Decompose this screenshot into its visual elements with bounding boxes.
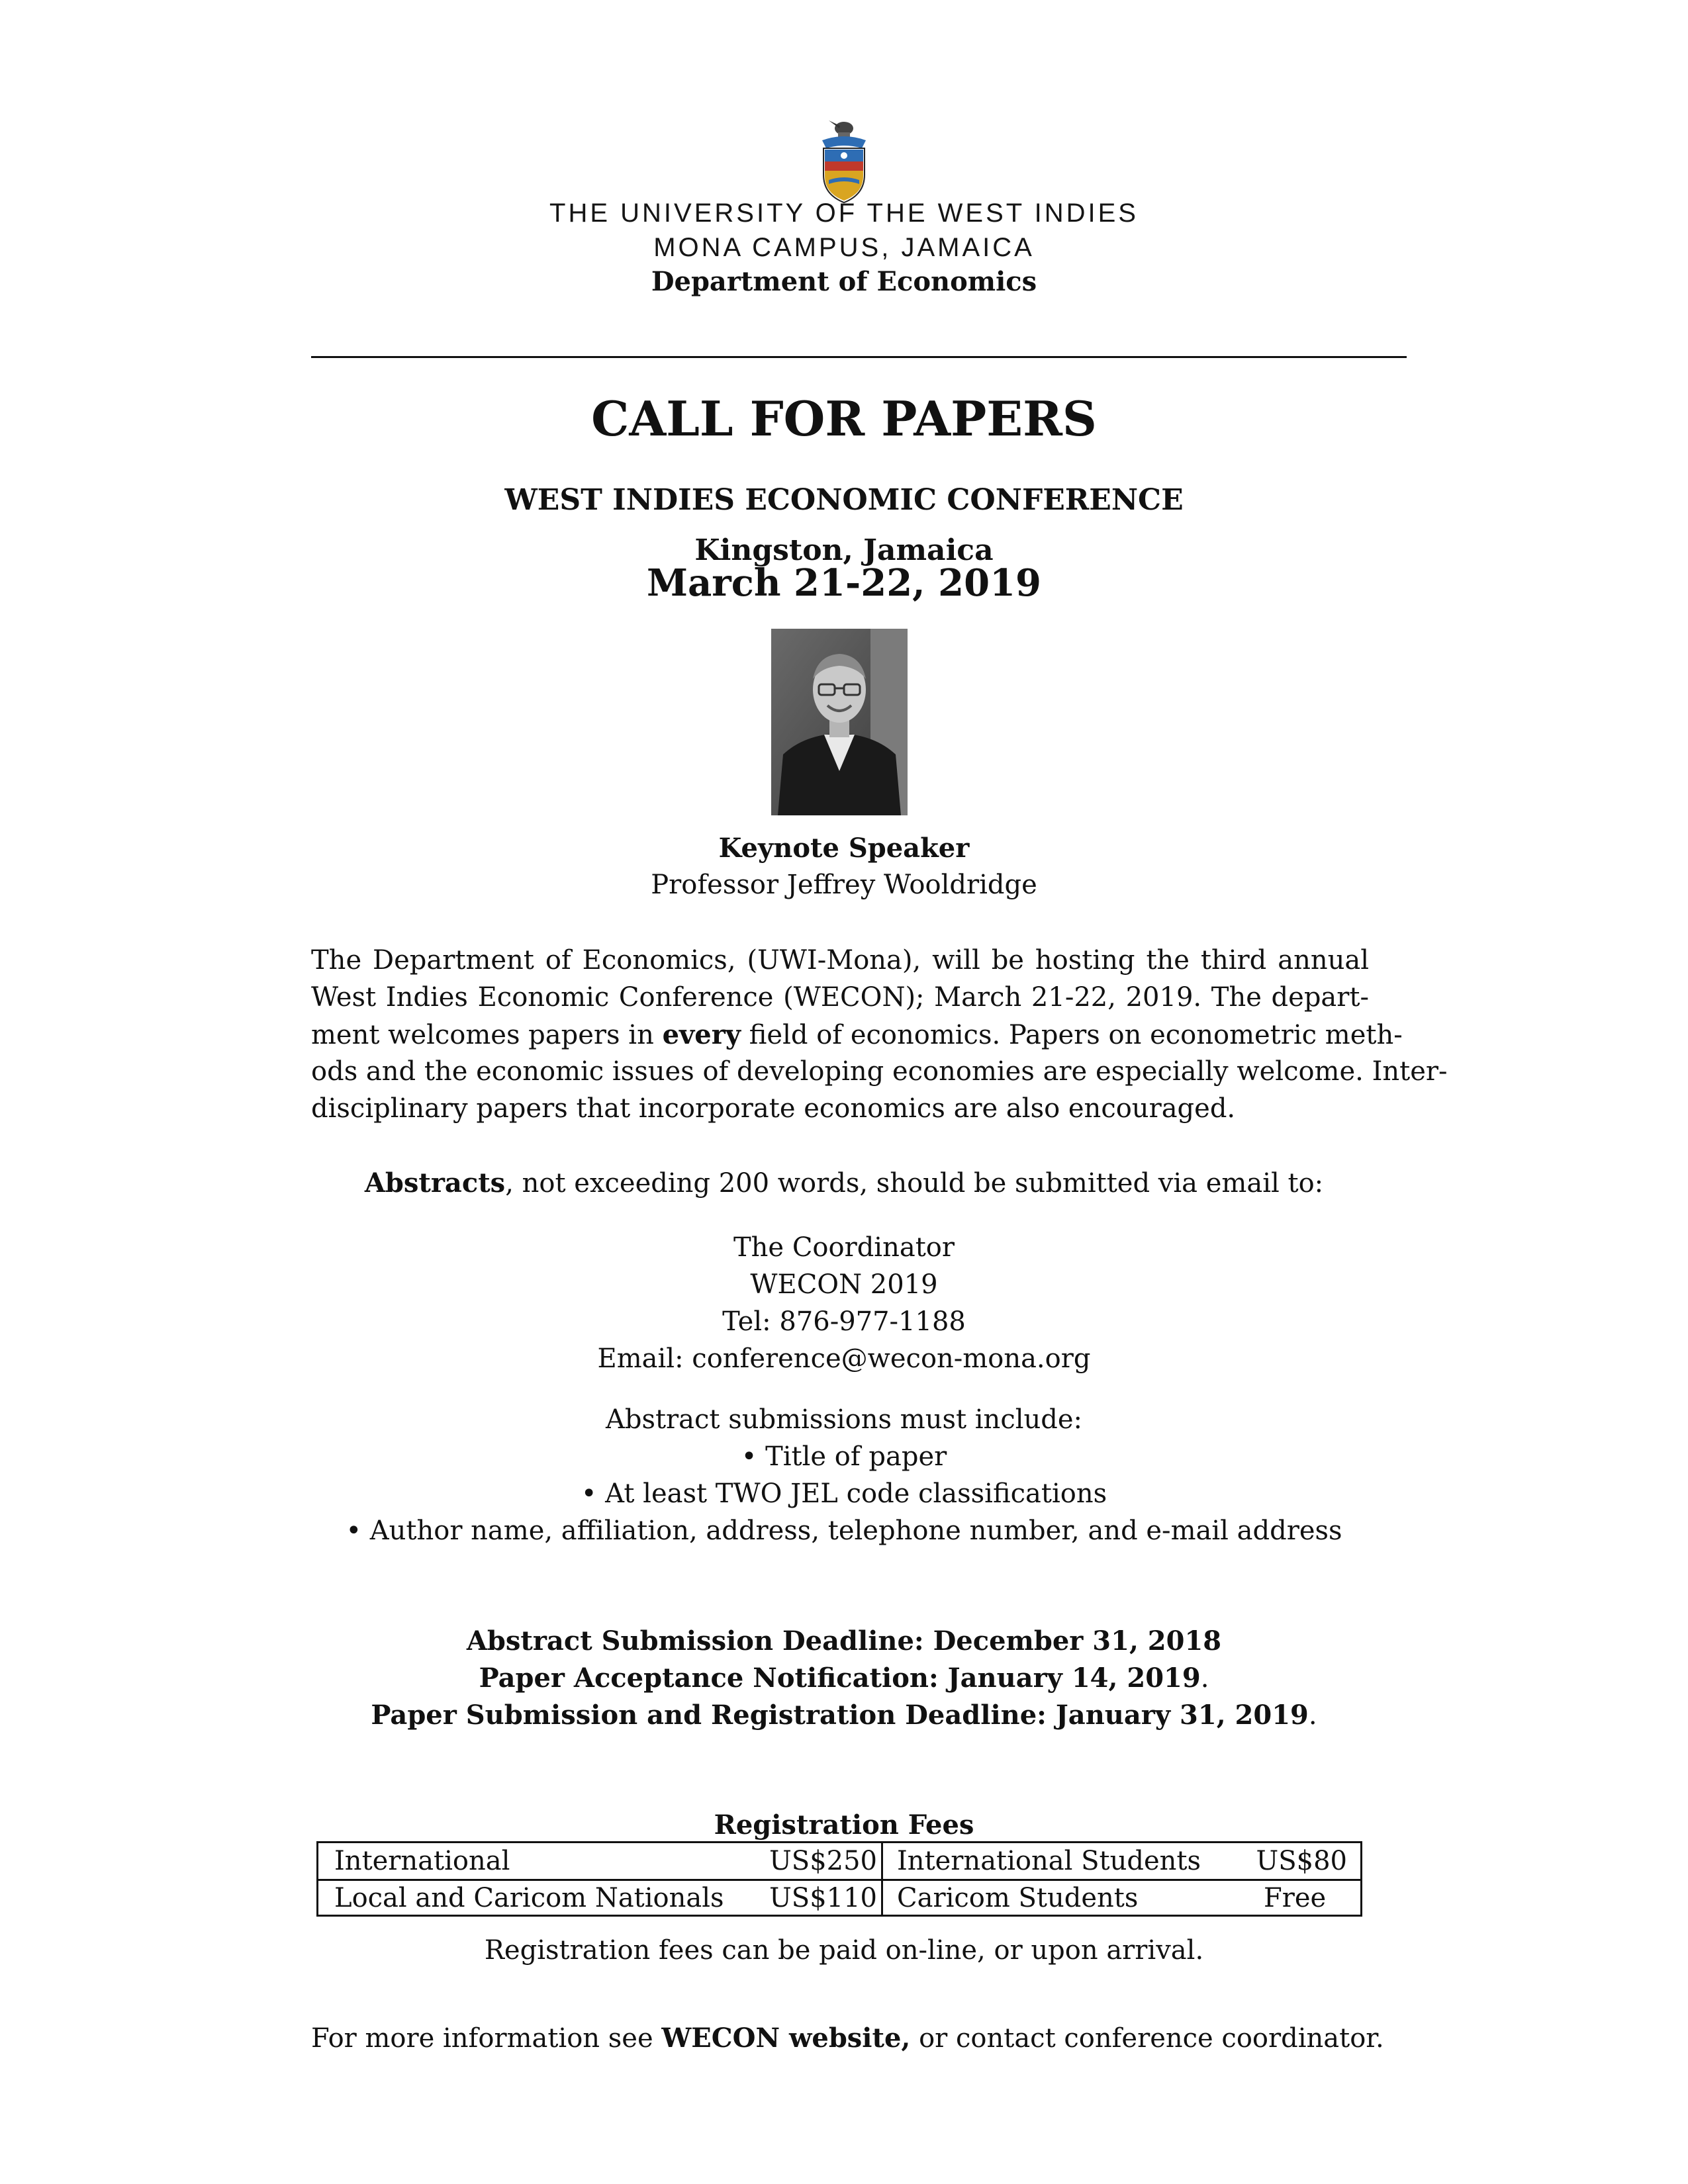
header-divider (311, 356, 1407, 358)
requirement-text: Author name, affiliation, address, telephone number, and e-mail address (369, 1516, 1342, 1546)
fee-amount: US$250 (769, 1846, 877, 1876)
fees-table (316, 1841, 1362, 1917)
requirements-heading: Abstract submissions must include: (605, 1404, 1083, 1435)
requirement-text: Title of paper (765, 1441, 947, 1472)
paper-deadline-period: . (1308, 1700, 1317, 1731)
table-row-divider (318, 1879, 1360, 1881)
keynote-heading: Keynote Speaker (718, 833, 970, 864)
requirement-item (0, 1479, 1688, 1509)
fees-note: Registration fees can be paid on-line, or upon arrival. (484, 1935, 1204, 1966)
fee-amount: Free (1264, 1883, 1327, 1913)
intro-line-3-start: ment welcomes papers in (311, 1020, 654, 1050)
intro-line-1: The Department of Economics, (UWI-Mona), will be hosting the third annual (311, 945, 1369, 976)
fee-category: Local and Caricom Nationals (334, 1883, 724, 1913)
abstracts-instruction (0, 1167, 1688, 1199)
conference-dates: March 21-22, 2019 (646, 561, 1042, 605)
abstracts-text: , not exceeding 200 words, should be submitted via email to: (505, 1168, 1324, 1199)
bullet-icon: • (346, 1516, 362, 1546)
fee-category: Caricom Students (897, 1883, 1139, 1913)
department-name: Department of Economics (651, 266, 1037, 297)
paper-deadline (0, 1700, 1688, 1731)
keynote-speaker-name: Professor Jeffrey Wooldridge (651, 870, 1037, 900)
fee-category: International Students (897, 1846, 1201, 1876)
requirement-text: At least TWO JEL code classifications (605, 1479, 1107, 1509)
university-crest-icon (809, 114, 879, 205)
footer-text-end: or contact conference coordinator. (919, 2023, 1384, 2054)
university-name: THE UNIVERSITY OF THE WEST INDIES (549, 199, 1139, 228)
wecon-website-link[interactable]: WECON website, (661, 2023, 911, 2054)
page-title: CALL FOR PAPERS (591, 390, 1097, 447)
contact-email[interactable]: Email: conference@wecon-mona.org (597, 1343, 1091, 1374)
contact-name: The Coordinator (733, 1232, 955, 1263)
fee-category: International (334, 1846, 510, 1876)
intro-line-5: disciplinary papers that incorporate economics are also encouraged. (311, 1093, 1236, 1124)
acceptance-text: Paper Acceptance Notification: January 14, 2019 (479, 1662, 1201, 1694)
conference-name: WEST INDIES ECONOMIC CONFERENCE (504, 483, 1184, 517)
abstract-deadline: Abstract Submission Deadline: December 31, 2018 (466, 1625, 1222, 1657)
fees-heading: Registration Fees (714, 1809, 974, 1841)
intro-emphasis: every (662, 1019, 741, 1050)
footer-text-start: For more information see (311, 2023, 653, 2054)
acceptance-notification (0, 1662, 1688, 1694)
intro-line-2: West Indies Economic Conference (WECON); March 21-22, 2019. The depart- (311, 982, 1369, 1013)
conference-location: Kingston, Jamaica (694, 533, 994, 567)
fee-amount: US$110 (769, 1883, 877, 1913)
contact-phone: Tel: 876-977-1188 (722, 1306, 966, 1337)
keynote-speaker-photo (771, 629, 908, 815)
intro-line-3 (311, 1019, 1403, 1050)
bullet-icon: • (581, 1479, 597, 1509)
fee-amount: US$80 (1256, 1846, 1347, 1876)
acceptance-period: . (1200, 1663, 1209, 1694)
campus-name: MONA CAMPUS, JAMAICA (653, 233, 1035, 262)
contact-event: WECON 2019 (750, 1269, 938, 1300)
paper-deadline-text: Paper Submission and Registration Deadline: January 31, 2019 (371, 1700, 1309, 1731)
intro-line-4: ods and the economic issues of developing economies are especially welcome. Inter- (311, 1056, 1448, 1087)
intro-line-3-end: field of economics. Papers on econometric meth- (749, 1020, 1403, 1050)
footer-info (311, 2023, 1384, 2054)
requirement-item (0, 1516, 1688, 1546)
requirement-item (0, 1441, 1688, 1472)
bullet-icon: • (741, 1441, 757, 1472)
abstracts-label: Abstracts (364, 1167, 506, 1199)
